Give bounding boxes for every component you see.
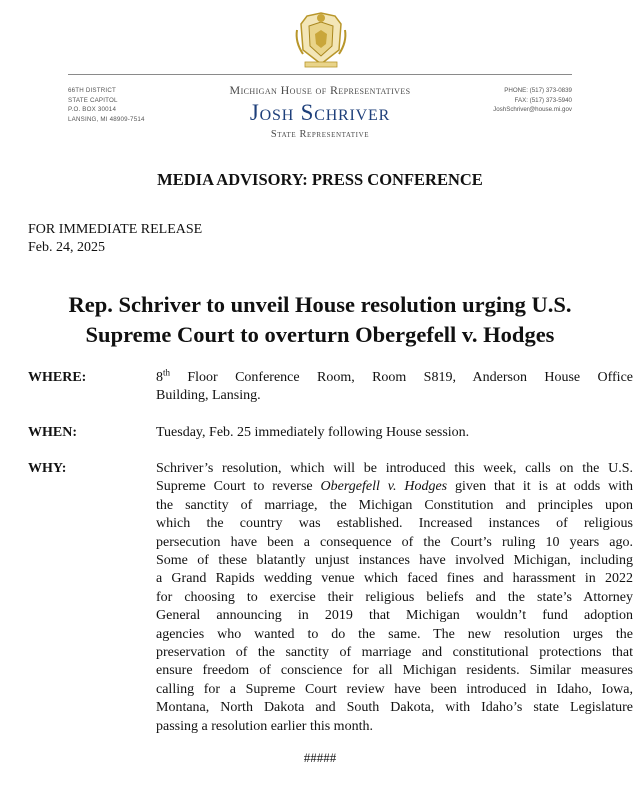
where-line-2: Building, Lansing.	[156, 388, 261, 404]
headline-line-2: Supreme Court to overturn Obergefell v. Hodges	[85, 322, 555, 347]
why-line: ensure freedom of conscience for all Michigan residents. Similar measures	[156, 663, 633, 679]
why-line: passing a resolution earlier this month.	[156, 718, 373, 734]
why-label: WHY:	[28, 461, 67, 476]
why-line-2b: given that it is at odds with	[447, 479, 633, 495]
why-line: the sanctity of marriage, the Michigan Constitution and principles upon	[156, 497, 633, 513]
headline	[20, 290, 620, 350]
why-line: which the country was established. Increased instances of religious	[156, 516, 633, 532]
floor-suffix: th	[163, 367, 171, 378]
district-text: 66TH DISTRICT	[68, 87, 116, 94]
contact-info	[493, 86, 572, 115]
letterhead	[0, 0, 640, 150]
po-box-text: P.O. BOX 30014	[68, 106, 117, 113]
phone-text: PHONE: (517) 373-0839	[504, 87, 572, 94]
why-text	[156, 460, 633, 736]
when-label: WHEN:	[28, 425, 77, 440]
why-line: persecution have been a consequence of the Court’s ruling 10 years ago.	[156, 534, 633, 550]
where-label: WHERE:	[28, 370, 87, 385]
when-line: Tuesday, Feb. 25 immediately following House session.	[156, 425, 470, 440]
why-line-2a: Supreme Court to reverse	[156, 479, 321, 495]
why-line: for choosing to exercise their religious beliefs and the state’s Attorney	[156, 589, 633, 605]
city-text: LANSING, MI 48909-7514	[68, 115, 145, 123]
case-name: Obergefell v. Hodges	[320, 479, 448, 495]
capitol-text: STATE CAPITOL	[68, 96, 118, 104]
advisory-title: MEDIA ADVISORY: PRESS CONFERENCE	[157, 170, 483, 189]
email-link[interactable]: JoshSchriver@house.mi.gov	[493, 106, 572, 113]
release-line: FOR IMMEDIATE RELEASE	[28, 222, 203, 237]
why-line: a Grand Rapids wedding venue which faced fines and harassment in 2022	[156, 571, 633, 587]
release-date: Feb. 24, 2025	[28, 240, 105, 255]
why-line: Montana, North Dakota and South Dakota, with Idaho’s state Legislature	[156, 700, 633, 716]
michigan-seal-icon	[293, 10, 349, 72]
end-mark: #####	[303, 750, 337, 765]
why-line: General announcing in 2019 that Michigan wouldn’t fund adoption	[156, 608, 633, 624]
where-line-1-rest: Floor Conference Room, Room S819, Anderson House Office	[170, 370, 633, 385]
why-line: Some of these blatantly unjust instances have involved Michigan, including	[156, 553, 633, 569]
fax-text: FAX: (517) 373-5940	[514, 96, 572, 104]
why-line: preservation of the sanctity of marriage and constitutional protections that	[156, 645, 633, 661]
house-name: Michigan House of Representatives	[229, 83, 411, 97]
representative-name: Josh Schriver	[249, 100, 391, 125]
representative-title: State Representative	[270, 129, 370, 140]
where-line-1	[156, 369, 633, 387]
letterhead-divider	[68, 74, 572, 75]
headline-line-1: Rep. Schriver to unveil House resolution urging U.S.	[68, 292, 572, 317]
why-line: Schriver’s resolution, which will be introduced this week, calls on the U.S.	[156, 461, 633, 476]
why-line	[156, 478, 633, 496]
floor-number: 8	[156, 370, 163, 385]
where-text	[156, 369, 633, 406]
release-block	[28, 221, 202, 257]
why-line: agencies who wanted to do the same. The new resolution urges the	[156, 626, 633, 642]
when-text	[156, 424, 633, 442]
why-line: calling for a Supreme Court review have been introduced in Idaho, Iowa,	[156, 681, 633, 697]
